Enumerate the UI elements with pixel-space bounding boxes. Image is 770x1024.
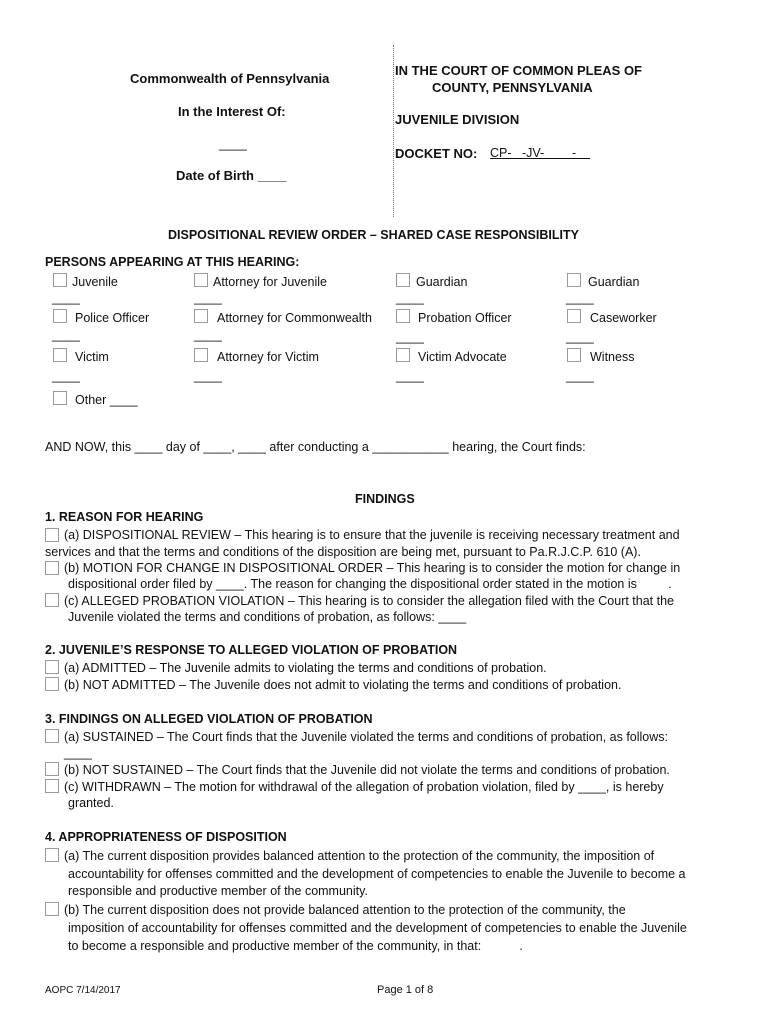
not-admitted-checkbox[interactable] — [45, 677, 59, 691]
name-blank[interactable]: ____ — [396, 369, 424, 383]
withdrawn-text: (c) WITHDRAWN – The motion for withdrawal of the allegation of probation violation, filed by ____, is hereby — [64, 780, 664, 794]
name-blank[interactable]: ____ — [566, 291, 594, 305]
name-blank[interactable]: ____ — [194, 369, 222, 383]
guardian-label-1: Guardian — [416, 275, 468, 289]
court-name-line1: IN THE COURT OF COMMON PLEAS OF — [395, 63, 642, 78]
court-name-line2: COUNTY, PENNSYLVANIA — [432, 80, 593, 95]
name-blank[interactable]: ____ — [396, 291, 424, 305]
caseworker-label: Caseworker — [590, 311, 657, 325]
police-officer-checkbox[interactable] — [53, 309, 67, 323]
attorney-victim-checkbox[interactable] — [194, 348, 208, 362]
guardian-checkbox-1[interactable] — [396, 273, 410, 287]
victim-checkbox[interactable] — [53, 348, 67, 362]
withdrawn-checkbox[interactable] — [45, 779, 59, 793]
not-sustained-checkbox[interactable] — [45, 762, 59, 776]
attorney-victim-label: Attorney for Victim — [217, 350, 319, 364]
name-blank[interactable]: ____ — [566, 330, 594, 344]
attorney-juvenile-checkbox[interactable] — [194, 273, 208, 287]
sustained-blank[interactable]: ____ — [64, 746, 92, 760]
victim-advocate-checkbox[interactable] — [396, 348, 410, 362]
dispositional-review-checkbox[interactable] — [45, 528, 59, 542]
not-balanced-text-cont: to become a responsible and productive member of the community, in that: . — [68, 939, 523, 953]
name-blank[interactable]: ____ — [52, 328, 80, 342]
police-officer-label: Police Officer — [75, 311, 150, 325]
name-blank[interactable]: ____ — [566, 369, 594, 383]
commonwealth-label: Commonwealth of Pennsylvania — [130, 71, 330, 86]
balanced-checkbox[interactable] — [45, 848, 59, 862]
not-balanced-text: (b) The current disposition does not provide balanced attention to the protection of the community, the — [64, 903, 626, 917]
other-label: Other ____ — [75, 393, 138, 407]
balanced-text: (a) The current disposition provides balanced attention to the protection of the community, the imposition of — [64, 849, 655, 863]
name-blank[interactable]: ____ — [396, 330, 424, 344]
header-divider — [393, 45, 394, 217]
dispositional-review-text: (a) DISPOSITIONAL REVIEW – This hearing is to ensure that the juvenile is receiving necessary treatment and — [64, 528, 680, 542]
findings-title: FINDINGS — [355, 492, 415, 506]
sustained-checkbox[interactable] — [45, 729, 59, 743]
name-blank[interactable]: ____ — [52, 291, 80, 305]
victim-advocate-label: Victim Advocate — [418, 350, 507, 364]
division-label: JUVENILE DIVISION — [395, 112, 520, 127]
witness-label: Witness — [590, 350, 635, 364]
guardian-checkbox-2[interactable] — [567, 273, 581, 287]
victim-label: Victim — [75, 350, 109, 364]
balanced-text-cont: accountability for offenses committed and the development of competencies to enable the Juvenile to become a — [68, 867, 686, 881]
docket-label: DOCKET NO: — [395, 146, 478, 161]
order-title: DISPOSITIONAL REVIEW ORDER – SHARED CASE RESPONSIBILITY — [168, 228, 579, 242]
juvenile-label: Juvenile — [72, 275, 118, 289]
section-3-heading: 3. FINDINGS ON ALLEGED VIOLATION OF PROBATION — [45, 712, 373, 726]
motion-change-text-cont: dispositional order filed by ____. The reason for changing the dispositional order stated in the motion is . — [68, 577, 672, 591]
probation-officer-label: Probation Officer — [418, 311, 512, 325]
date-of-birth-label: Date of Birth ____ — [176, 168, 287, 183]
motion-change-text: (b) MOTION FOR CHANGE IN DISPOSITIONAL ORDER – This hearing is to consider the motion for change in — [64, 561, 681, 575]
and-now-statement: AND NOW, this ____ day of ____, ____ after conducting a ___________ hearing, the Court finds: — [45, 440, 586, 454]
other-checkbox[interactable] — [53, 391, 67, 405]
name-blank[interactable]: ____ — [52, 369, 80, 383]
section-4-heading: 4. APPROPRIATENESS OF DISPOSITION — [45, 830, 287, 844]
attorney-commonwealth-label: Attorney for Commonwealth — [217, 311, 372, 325]
probation-officer-checkbox[interactable] — [396, 309, 410, 323]
alleged-violation-checkbox[interactable] — [45, 593, 59, 607]
not-balanced-text-cont: imposition of accountability for offenses committed and the development of competencies to enable the Juvenile — [68, 921, 687, 935]
not-balanced-checkbox[interactable] — [45, 902, 59, 916]
dispositional-review-text-cont: services and that the terms and conditions of the disposition are being met, pursuant to Pa.R.J.C.P. 610 (A). — [45, 545, 641, 559]
juvenile-name-blank[interactable]: ____ — [219, 137, 247, 151]
docket-number-field[interactable]: CP- -JV- - — [490, 146, 591, 160]
name-blank[interactable]: ____ — [194, 328, 222, 342]
alleged-violation-text: (c) ALLEGED PROBATION VIOLATION – This hearing is to consider the allegation filed with the Court that the — [64, 594, 674, 608]
caseworker-checkbox[interactable] — [567, 309, 581, 323]
admitted-checkbox[interactable] — [45, 660, 59, 674]
section-1-heading: 1. REASON FOR HEARING — [45, 510, 204, 524]
motion-change-checkbox[interactable] — [45, 561, 59, 575]
section-2-heading: 2. JUVENILE’S RESPONSE TO ALLEGED VIOLATION OF PROBATION — [45, 643, 458, 657]
witness-checkbox[interactable] — [567, 348, 581, 362]
attorney-juvenile-label: Attorney for Juvenile — [213, 275, 327, 289]
persons-heading: PERSONS APPEARING AT THIS HEARING: — [45, 255, 300, 269]
not-sustained-text: (b) NOT SUSTAINED – The Court finds that the Juvenile did not violate the terms and conditions of probation. — [64, 763, 670, 777]
sustained-text: (a) SUSTAINED – The Court finds that the Juvenile violated the terms and conditions of probation, as follows: — [64, 730, 669, 744]
withdrawn-text-cont: granted. — [68, 796, 114, 810]
attorney-commonwealth-checkbox[interactable] — [194, 309, 208, 323]
guardian-label-2: Guardian — [588, 275, 640, 289]
balanced-text-cont: responsible and productive member of the community. — [68, 884, 368, 898]
name-blank[interactable]: ____ — [194, 291, 222, 305]
interest-of-label: In the Interest Of: — [178, 104, 286, 119]
not-admitted-text: (b) NOT ADMITTED – The Juvenile does not admit to violating the terms and conditions of probation. — [64, 678, 622, 692]
admitted-text: (a) ADMITTED – The Juvenile admits to violating the terms and conditions of probation. — [64, 661, 547, 675]
form-code: AOPC 7/14/2017 — [45, 985, 121, 996]
juvenile-checkbox[interactable] — [53, 273, 67, 287]
page-number: Page 1 of 8 — [377, 984, 434, 996]
alleged-violation-text-cont: Juvenile violated the terms and conditions of probation, as follows: ____ — [68, 610, 467, 624]
